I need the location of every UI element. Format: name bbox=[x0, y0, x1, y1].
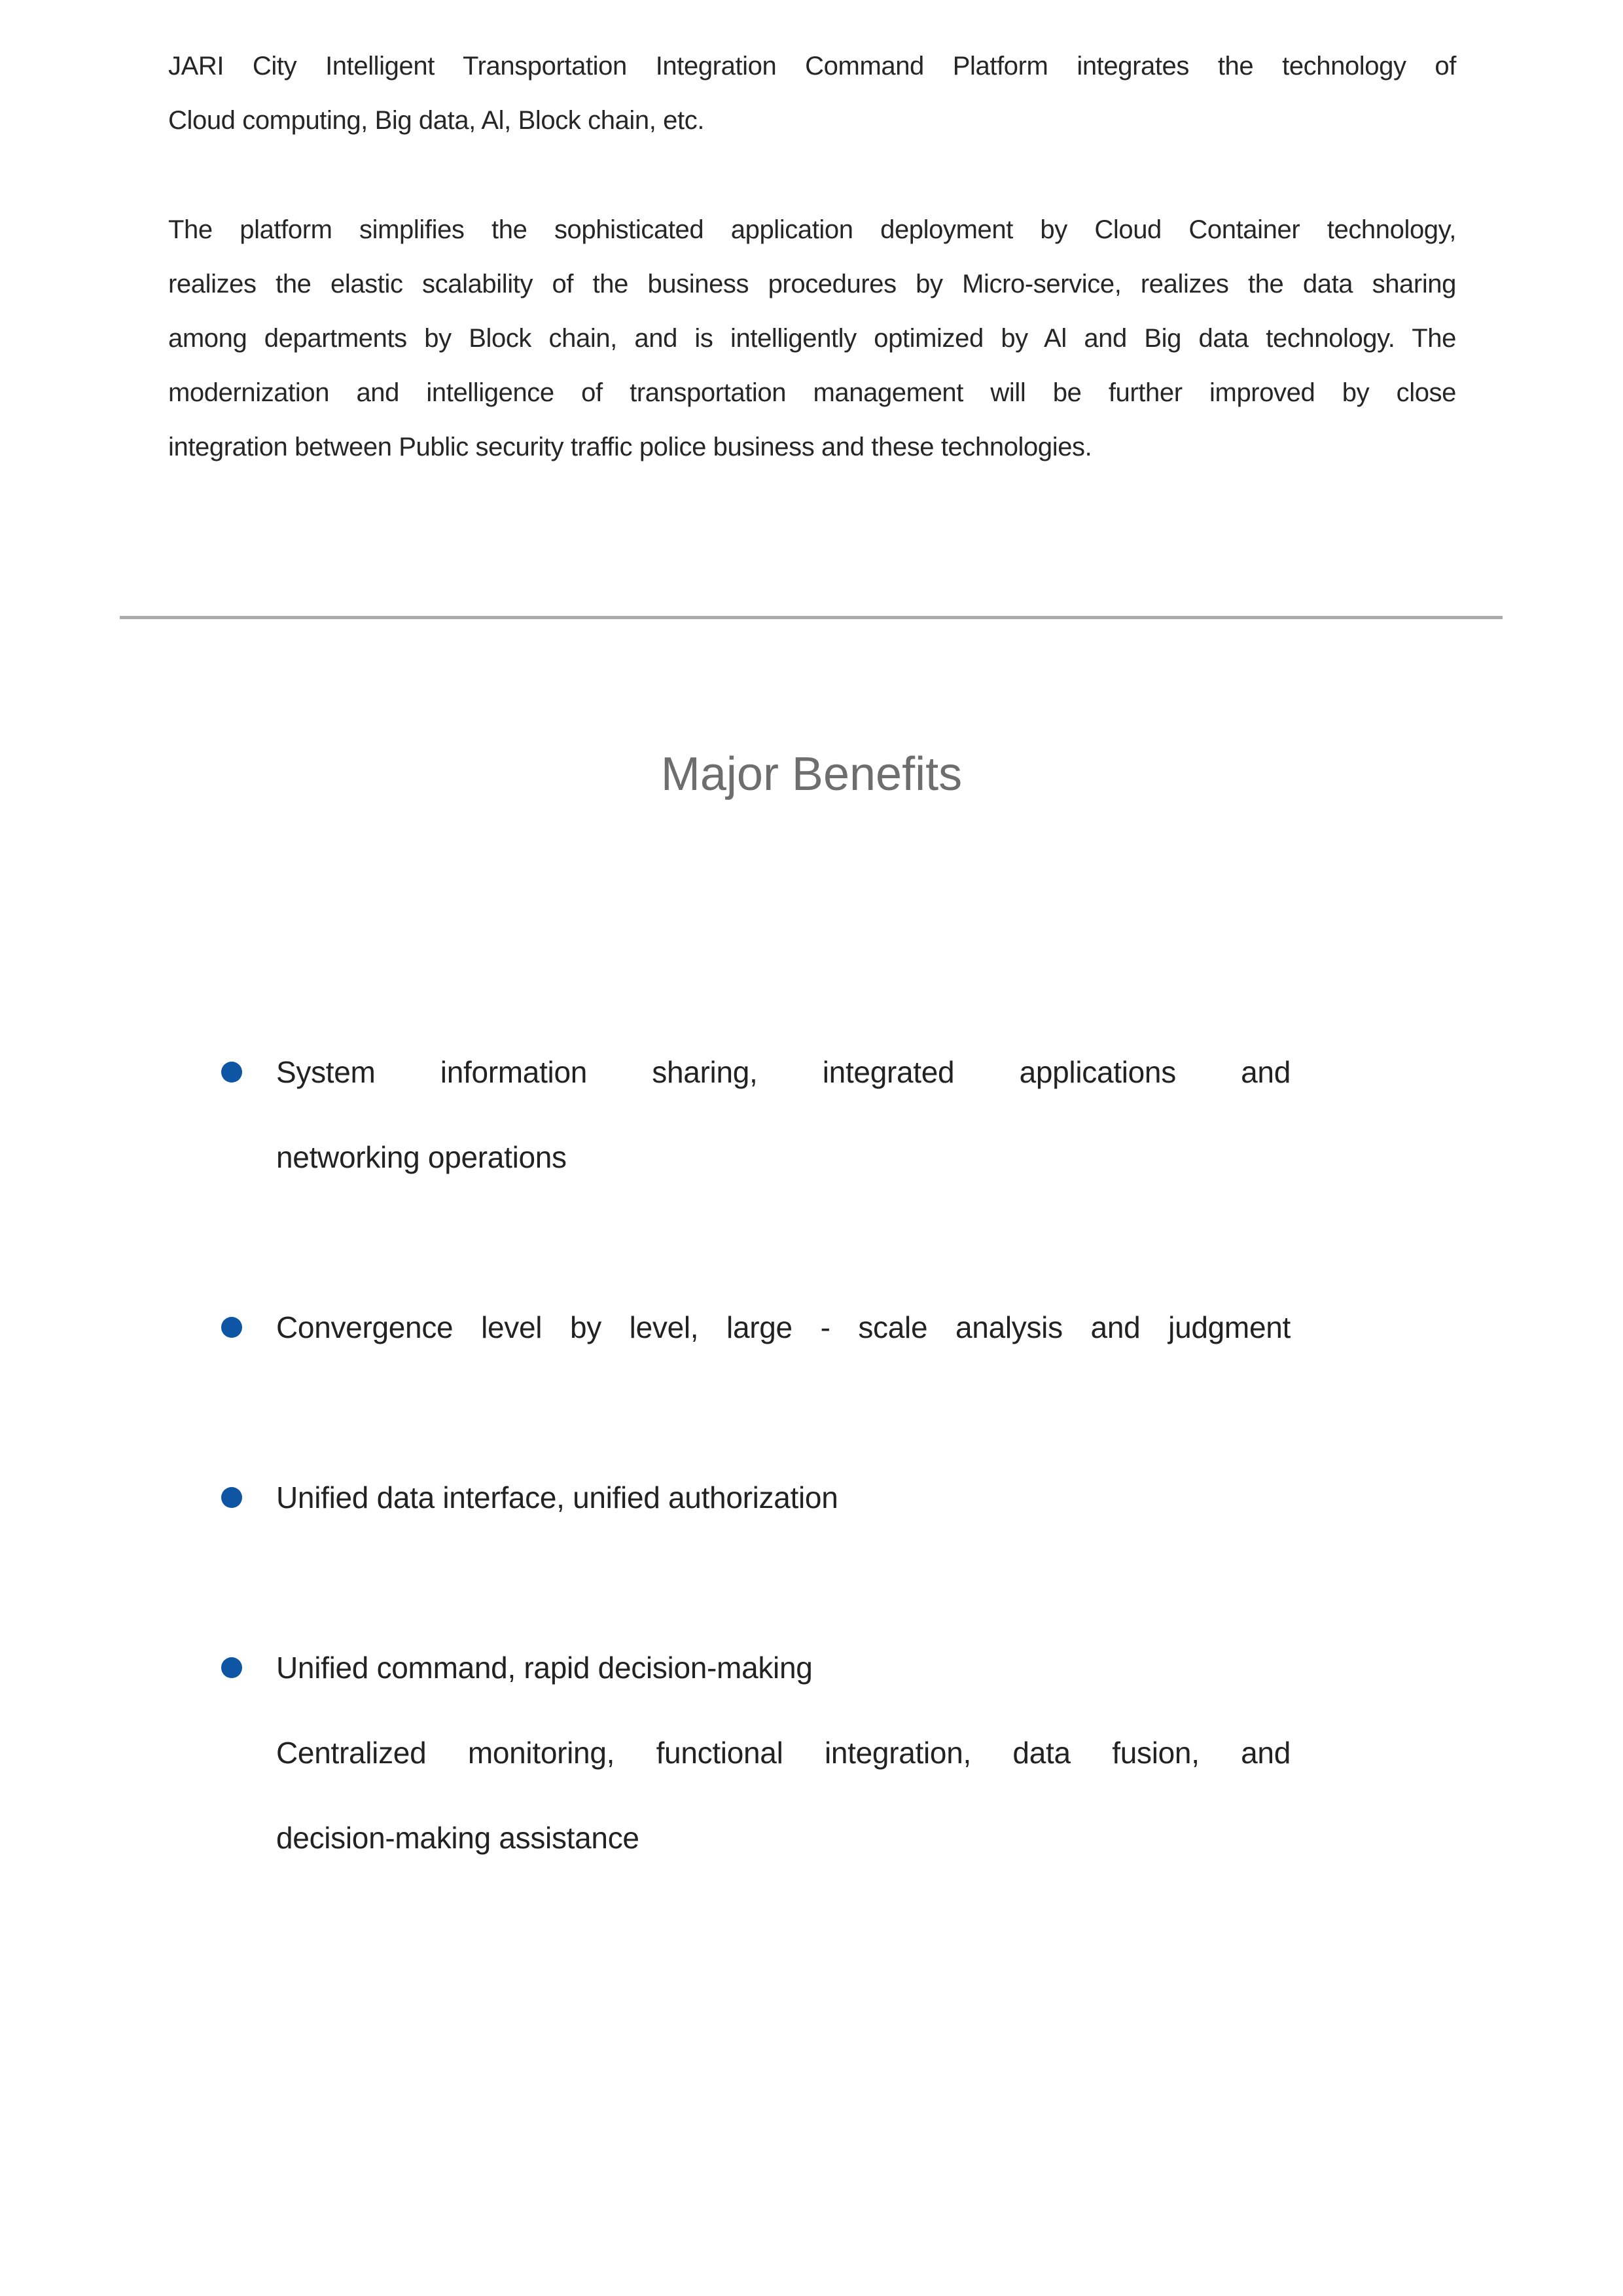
benefit-item-2 bbox=[221, 1285, 1291, 1370]
benefit-text-line: networking operations bbox=[276, 1140, 567, 1174]
benefit-item-4 bbox=[221, 1625, 1291, 1880]
text-line: integration between Public security traffic police business and these technologies. bbox=[168, 433, 1092, 461]
benefit-text-line: Unified data interface, unified authorization bbox=[276, 1480, 838, 1515]
section-title: Major Benefits bbox=[660, 748, 963, 800]
bullet-icon bbox=[221, 1487, 242, 1508]
bullet-icon bbox=[221, 1657, 242, 1678]
benefit-text-line: System information sharing, integrated applications and bbox=[276, 1055, 1291, 1089]
benefit-text-line: Convergence level by level, large - scale analysis and judgment bbox=[276, 1310, 1291, 1344]
benefit-item-3 bbox=[221, 1455, 1291, 1540]
benefit-text-line: decision-making assistance bbox=[276, 1821, 639, 1855]
bullet-icon bbox=[221, 1062, 242, 1083]
benefit-text-line: Unified command, rapid decision-making bbox=[276, 1651, 813, 1685]
benefit-item-1 bbox=[221, 1030, 1291, 1200]
bullet-icon bbox=[221, 1317, 242, 1338]
intro-paragraph bbox=[168, 39, 1456, 148]
text-line: realizes the elastic scalability of the business procedures by Micro-service, realizes the data sharing bbox=[168, 270, 1456, 298]
text-line: modernization and intelligence of transportation management will be further improved by close bbox=[168, 378, 1456, 407]
benefits-list bbox=[221, 1030, 1291, 1880]
text-line: Cloud computing, Big data, Al, Block chain, etc. bbox=[168, 106, 705, 135]
platform-description-paragraph bbox=[168, 203, 1456, 475]
intro-section bbox=[0, 0, 1623, 475]
text-line: JARI City Intelligent Transportation Integration Command Platform integrates the technology of bbox=[168, 52, 1456, 81]
text-line: The platform simplifies the sophisticated application deployment by Cloud Container technology, bbox=[168, 215, 1456, 244]
benefit-text-line: Centralized monitoring, functional integration, data fusion, and bbox=[276, 1736, 1291, 1770]
text-line: among departments by Block chain, and is intelligently optimized by Al and Big data technology. The bbox=[168, 324, 1456, 353]
section-divider bbox=[120, 616, 1503, 619]
